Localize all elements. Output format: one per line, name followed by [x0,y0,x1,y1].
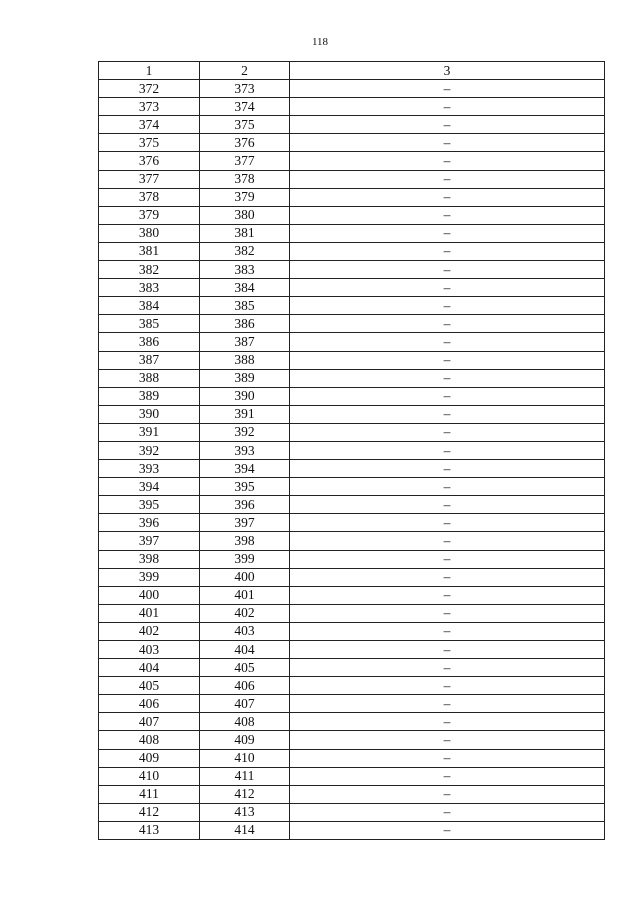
table-cell-col-3: – [290,532,605,550]
table-cell-col-3: – [290,749,605,767]
table-cell-col-2: 414 [200,821,290,839]
table-cell-col-1: 381 [99,242,200,260]
table-cell-col-2: 405 [200,659,290,677]
table-row [99,532,605,550]
table-cell-col-2: 397 [200,514,290,532]
table-cell-col-3: – [290,423,605,441]
table-cell-col-3: – [290,170,605,188]
table-cell-col-3: – [290,188,605,206]
table-cell-col-3: – [290,478,605,496]
table-row [99,659,605,677]
table-cell-col-3: – [290,351,605,369]
table-cell-col-3: – [290,405,605,423]
table-cell-col-1: 402 [99,622,200,640]
table-cell-col-1: 382 [99,261,200,279]
table-row [99,496,605,514]
table-cell-col-3: – [290,369,605,387]
table-row [99,695,605,713]
table-row [99,369,605,387]
table-row [99,423,605,441]
table-cell-col-3: – [290,134,605,152]
table-row [99,224,605,242]
table-cell-col-1: 383 [99,279,200,297]
table-header-row [99,62,605,80]
table-cell-col-1: 393 [99,460,200,478]
table-cell-col-3: – [290,80,605,98]
table-cell-col-2: 410 [200,749,290,767]
table-cell-col-1: 400 [99,586,200,604]
table-cell-col-2: 374 [200,98,290,116]
table-cell-col-2: 373 [200,80,290,98]
table-cell-col-1: 380 [99,224,200,242]
table-cell-col-2: 394 [200,460,290,478]
table-row [99,315,605,333]
table-cell-col-2: 403 [200,622,290,640]
table-cell-col-3: – [290,297,605,315]
table-cell-col-3: – [290,604,605,622]
table-row [99,351,605,369]
table-cell-col-2: 393 [200,441,290,459]
table-row [99,441,605,459]
table-cell-col-2: 382 [200,242,290,260]
table-cell-col-2: 378 [200,170,290,188]
table-cell-col-3: – [290,695,605,713]
table-row [99,803,605,821]
table-cell-col-1: 391 [99,423,200,441]
table-cell-col-2: 411 [200,767,290,785]
table-body [99,80,605,840]
table-cell-col-1: 394 [99,478,200,496]
table-cell-col-3: – [290,568,605,586]
table-cell-col-1: 398 [99,550,200,568]
table-cell-col-1: 401 [99,604,200,622]
table-cell-col-2: 395 [200,478,290,496]
table-cell-col-3: – [290,550,605,568]
table-row [99,821,605,839]
table-row [99,677,605,695]
table-cell-col-3: – [290,460,605,478]
table-row [99,206,605,224]
table-cell-col-1: 397 [99,532,200,550]
table-cell-col-2: 383 [200,261,290,279]
table-row [99,80,605,98]
table-cell-col-2: 392 [200,423,290,441]
table-cell-col-1: 408 [99,731,200,749]
table-cell-col-2: 412 [200,785,290,803]
table-row [99,622,605,640]
table-cell-col-1: 410 [99,767,200,785]
table-header [99,62,605,80]
table-row [99,297,605,315]
table-row [99,134,605,152]
table-cell-col-1: 392 [99,441,200,459]
table-cell-col-1: 399 [99,568,200,586]
table-cell-col-2: 389 [200,369,290,387]
table-cell-col-1: 411 [99,785,200,803]
column-header-2: 2 [200,62,290,80]
table-cell-col-3: – [290,731,605,749]
table-cell-col-3: – [290,279,605,297]
table-cell-col-1: 406 [99,695,200,713]
table-cell-col-2: 409 [200,731,290,749]
table-cell-col-1: 387 [99,351,200,369]
table-row [99,152,605,170]
table-cell-col-1: 409 [99,749,200,767]
table-cell-col-3: – [290,116,605,134]
table-row [99,568,605,586]
table-cell-col-1: 390 [99,405,200,423]
table-cell-col-1: 377 [99,170,200,188]
table-cell-col-1: 413 [99,821,200,839]
table-cell-col-1: 372 [99,80,200,98]
table-cell-col-2: 406 [200,677,290,695]
table-cell-col-2: 386 [200,315,290,333]
table-cell-col-1: 396 [99,514,200,532]
table-cell-col-3: – [290,242,605,260]
table-cell-col-1: 376 [99,152,200,170]
table-cell-col-3: – [290,514,605,532]
table-cell-col-1: 412 [99,803,200,821]
table-cell-col-2: 375 [200,116,290,134]
table-row [99,731,605,749]
table-cell-col-3: – [290,224,605,242]
table-cell-col-2: 379 [200,188,290,206]
table-cell-col-2: 390 [200,387,290,405]
table-cell-col-2: 401 [200,586,290,604]
table-row [99,767,605,785]
table-cell-col-2: 398 [200,532,290,550]
table-cell-col-3: – [290,641,605,659]
table-row [99,478,605,496]
table-row [99,550,605,568]
table-cell-col-2: 413 [200,803,290,821]
table-cell-col-2: 377 [200,152,290,170]
table-cell-col-1: 386 [99,333,200,351]
table-cell-col-3: – [290,767,605,785]
table-cell-col-2: 391 [200,405,290,423]
table-cell-col-2: 384 [200,279,290,297]
table-cell-col-2: 376 [200,134,290,152]
table-cell-col-2: 408 [200,713,290,731]
table-cell-col-1: 388 [99,369,200,387]
table-cell-col-1: 403 [99,641,200,659]
table-row [99,387,605,405]
table-cell-col-3: – [290,677,605,695]
table-cell-col-3: – [290,333,605,351]
table-cell-col-2: 381 [200,224,290,242]
table-row [99,279,605,297]
table-row [99,188,605,206]
table-cell-col-2: 407 [200,695,290,713]
table-cell-col-2: 400 [200,568,290,586]
table-cell-col-3: – [290,659,605,677]
table-cell-col-3: – [290,803,605,821]
table-cell-col-2: 388 [200,351,290,369]
table-cell-col-3: – [290,785,605,803]
table-cell-col-3: – [290,315,605,333]
table-row [99,785,605,803]
table-cell-col-1: 378 [99,188,200,206]
table-cell-col-1: 375 [99,134,200,152]
table-row [99,460,605,478]
table-cell-col-2: 387 [200,333,290,351]
column-header-3: 3 [290,62,605,80]
table-cell-col-1: 407 [99,713,200,731]
table-row [99,170,605,188]
table-row [99,242,605,260]
table-cell-col-3: – [290,387,605,405]
table-row [99,98,605,116]
table-cell-col-3: – [290,586,605,604]
table-cell-col-3: – [290,821,605,839]
table-cell-col-3: – [290,152,605,170]
table-row [99,749,605,767]
data-table [98,61,605,840]
table-row [99,405,605,423]
table-cell-col-3: – [290,206,605,224]
table-cell-col-1: 384 [99,297,200,315]
table-cell-col-3: – [290,713,605,731]
table-cell-col-3: – [290,622,605,640]
table-row [99,116,605,134]
table-cell-col-2: 385 [200,297,290,315]
page-number: 118 [311,36,329,48]
table-cell-col-1: 389 [99,387,200,405]
table-row [99,514,605,532]
table-row [99,586,605,604]
table-row [99,713,605,731]
table-cell-col-1: 395 [99,496,200,514]
table-cell-col-2: 396 [200,496,290,514]
table-cell-col-1: 385 [99,315,200,333]
table-cell-col-1: 404 [99,659,200,677]
table-cell-col-3: – [290,496,605,514]
table-row [99,261,605,279]
table-cell-col-3: – [290,441,605,459]
table-cell-col-2: 404 [200,641,290,659]
column-header-1: 1 [99,62,200,80]
table-row [99,641,605,659]
table-cell-col-1: 373 [99,98,200,116]
table-row [99,604,605,622]
table-cell-col-2: 402 [200,604,290,622]
table-cell-col-2: 380 [200,206,290,224]
table-cell-col-1: 405 [99,677,200,695]
table-cell-col-2: 399 [200,550,290,568]
table-cell-col-1: 379 [99,206,200,224]
table-row [99,333,605,351]
table-cell-col-1: 374 [99,116,200,134]
table-cell-col-3: – [290,98,605,116]
table-cell-col-3: – [290,261,605,279]
